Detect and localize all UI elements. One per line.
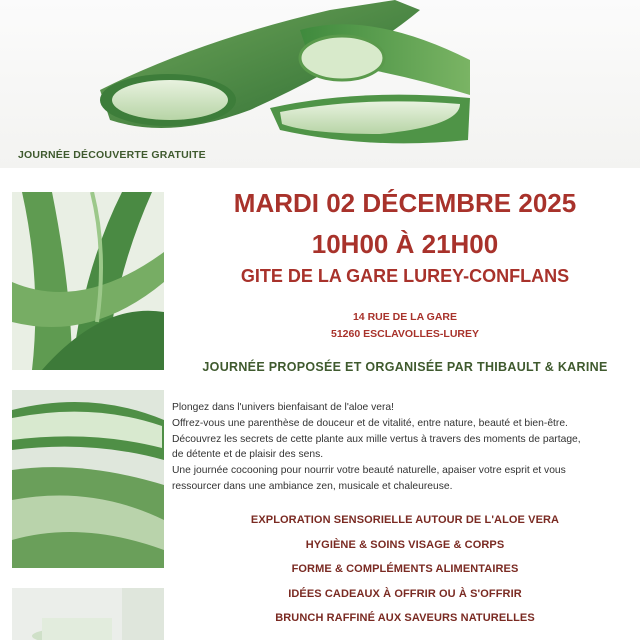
aloe-plant-photo: [12, 192, 164, 370]
event-date: MARDI 02 DÉCEMBRE 2025: [233, 188, 577, 218]
intro-line: Une journée cocooning pour nourrir votre beauté naturelle, apaiser votre esprit et vous: [172, 465, 566, 477]
intro-line: Plongez dans l'univers bienfaisant de l'aloe vera!: [172, 402, 395, 413]
intro-line: Découvrez les secrets de cette plante aux mille vertus à travers des moments de partage,: [172, 433, 581, 445]
event-hours: 10H00 À 21H00: [311, 229, 499, 259]
address-city: 51260 ESCLAVOLLES-LUREY: [330, 328, 479, 340]
highlight-item: FORME & COMPLÉMENTS ALIMENTAIRES: [291, 563, 519, 576]
highlight-item: BRUNCH RAFFINÉ AUX SAVEURS NATURELLES: [275, 612, 535, 625]
highlight-item: IDÉES CADEAUX À OFFRIR OU À S'OFFRIR: [288, 587, 522, 600]
intro-line: de détente et de plaisir des sens.: [172, 449, 324, 461]
aloe-leaf-gel-photo: [12, 390, 164, 568]
aloe-glass-photo: [12, 588, 164, 640]
highlight-item: EXPLORATION SENSORIELLE AUTOUR DE L'ALOE VERA: [250, 514, 560, 526]
hero-tagline: JOURNÉE DÉCOUVERTE GRATUITE: [18, 149, 206, 161]
highlight-item: HYGIÈNE & SOINS VISAGE & CORPS: [305, 538, 505, 551]
aloe-hero-illustration: [0, 0, 640, 168]
intro-line: ressourcer dans une ambiance zen, musicale et chaleureuse.: [172, 480, 453, 492]
intro-line: Offrez-vous une parenthèse de douceur et de vitalité, entre nature, beauté et bien-être.: [172, 417, 568, 429]
hero-banner: [0, 0, 640, 168]
intro-paragraph: [172, 400, 632, 495]
address-street: 14 RUE DE LA GARE: [352, 311, 458, 323]
organizers-line: JOURNÉE PROPOSÉE ET ORGANISÉE PAR THIBAULT & KARINE: [202, 360, 608, 374]
event-venue: GITE DE LA GARE LUREY-CONFLANS: [240, 266, 570, 286]
highlights-list: [190, 512, 620, 635]
